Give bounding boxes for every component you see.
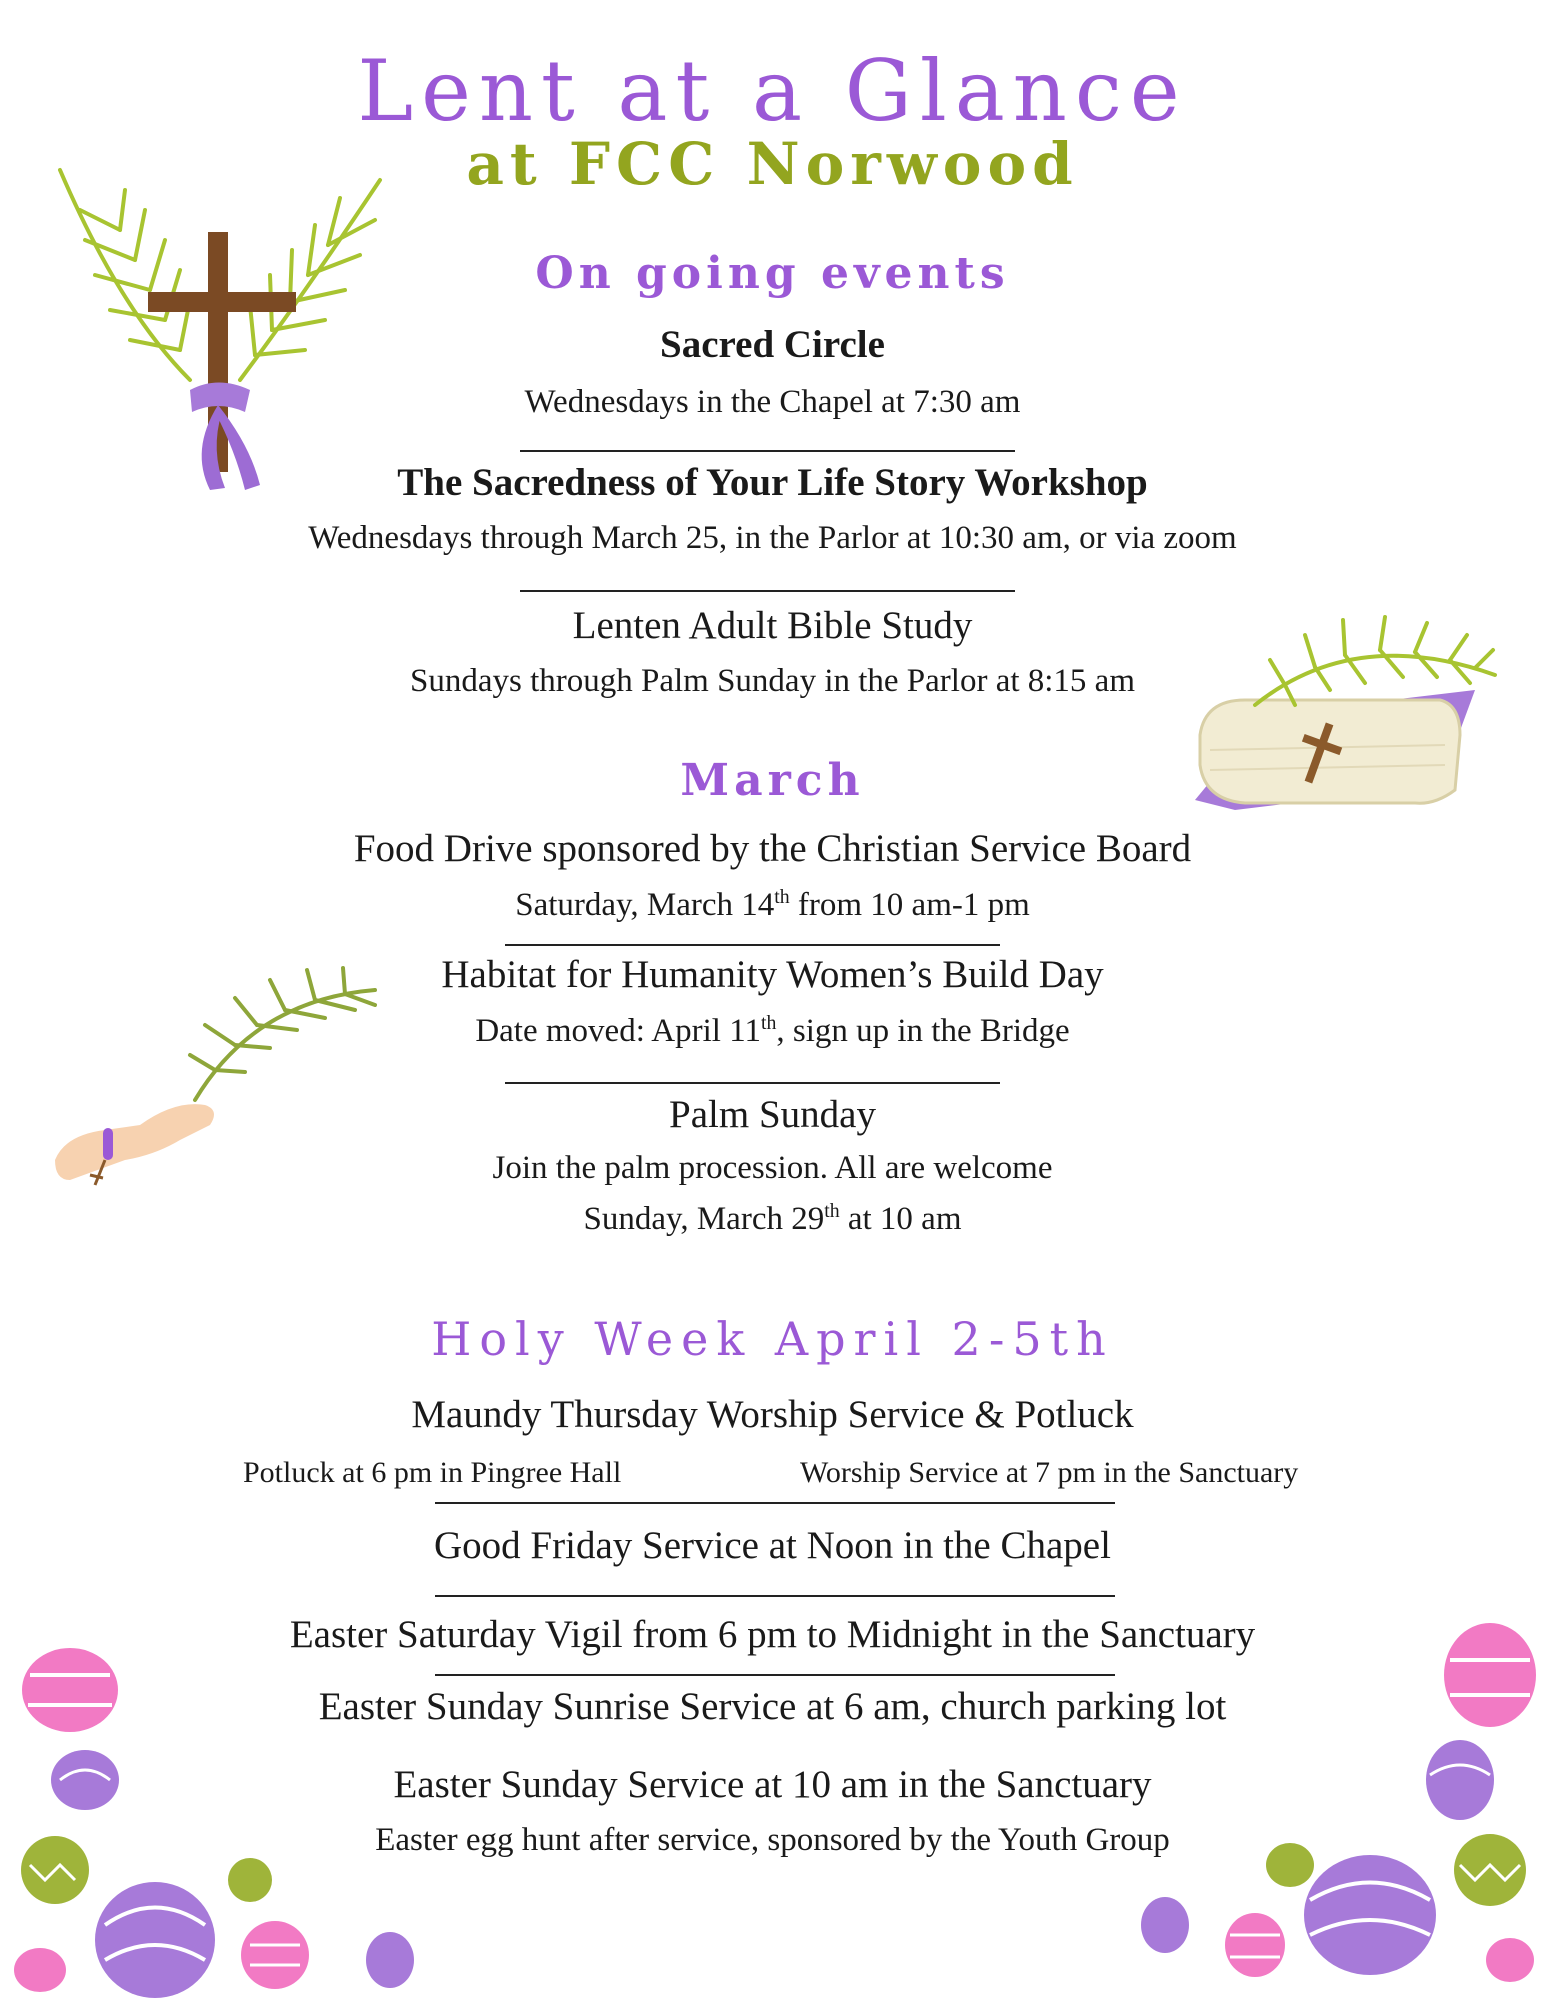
event-habitat-build-day: Habitat for Humanity Women’s Build Day bbox=[441, 953, 1104, 996]
event-easter-service: Easter Sunday Service at 10 am in the Sanctuary bbox=[393, 1763, 1152, 1806]
march-heading: March bbox=[680, 755, 865, 806]
event-sacred-circle: Sacred Circle bbox=[660, 323, 885, 366]
event-food-drive: Food Drive sponsored by the Christian Service Board bbox=[353, 827, 1192, 870]
event-palm-sunday-detail-2: Sunday, March 29th at 10 am bbox=[583, 1200, 962, 1237]
event-sacred-circle-detail: Wednesdays in the Chapel at 7:30 am bbox=[524, 384, 1021, 420]
event-palm-sunday-detail-1: Join the palm procession. All are welcome bbox=[492, 1150, 1053, 1186]
maundy-potluck-detail: Potluck at 6 pm in Pingree Hall bbox=[243, 1456, 622, 1489]
divider bbox=[435, 1674, 1115, 1676]
event-maundy-thursday: Maundy Thursday Worship Service & Potluck bbox=[411, 1393, 1134, 1436]
easter-eggs-right-icon bbox=[1105, 1615, 1545, 1999]
event-easter-vigil: Easter Saturday Vigil from 6 pm to Midnight in the Sanctuary bbox=[289, 1613, 1256, 1656]
event-easter-sunrise: Easter Sunday Sunrise Service at 6 am, church parking lot bbox=[318, 1685, 1227, 1728]
event-life-story-workshop-detail: Wednesdays through March 25, in the Parlor at 10:30 am, or via zoom bbox=[308, 520, 1237, 556]
event-palm-sunday: Palm Sunday bbox=[669, 1093, 876, 1136]
event-food-drive-detail: Saturday, March 14th from 10 am-1 pm bbox=[515, 886, 1030, 923]
easter-eggs-left-icon bbox=[0, 1630, 440, 1999]
event-bible-study-detail: Sundays through Palm Sunday in the Parlor at 8:15 am bbox=[409, 663, 1136, 699]
ongoing-heading: On going events bbox=[535, 248, 1010, 299]
maundy-worship-detail: Worship Service at 7 pm in the Sanctuary bbox=[800, 1456, 1299, 1489]
page-subtitle: at FCC Norwood bbox=[466, 130, 1079, 198]
divider bbox=[505, 944, 1000, 946]
event-habitat-build-day-detail: Date moved: April 11th, sign up in the Bridge bbox=[475, 1012, 1070, 1049]
holy-week-heading: Holy Week April 2-5th bbox=[431, 1312, 1114, 1366]
divider bbox=[505, 1082, 1000, 1084]
divider bbox=[520, 450, 1015, 452]
divider bbox=[435, 1502, 1115, 1504]
divider bbox=[435, 1595, 1115, 1597]
divider bbox=[520, 590, 1015, 592]
page-title: Lent at a Glance bbox=[357, 42, 1188, 140]
event-egg-hunt: Easter egg hunt after service, sponsored by the Youth Group bbox=[375, 1822, 1170, 1858]
event-good-friday: Good Friday Service at Noon in the Chapel bbox=[434, 1524, 1111, 1567]
event-life-story-workshop: The Sacredness of Your Life Story Workshop bbox=[397, 461, 1148, 504]
event-bible-study: Lenten Adult Bible Study bbox=[572, 604, 973, 647]
